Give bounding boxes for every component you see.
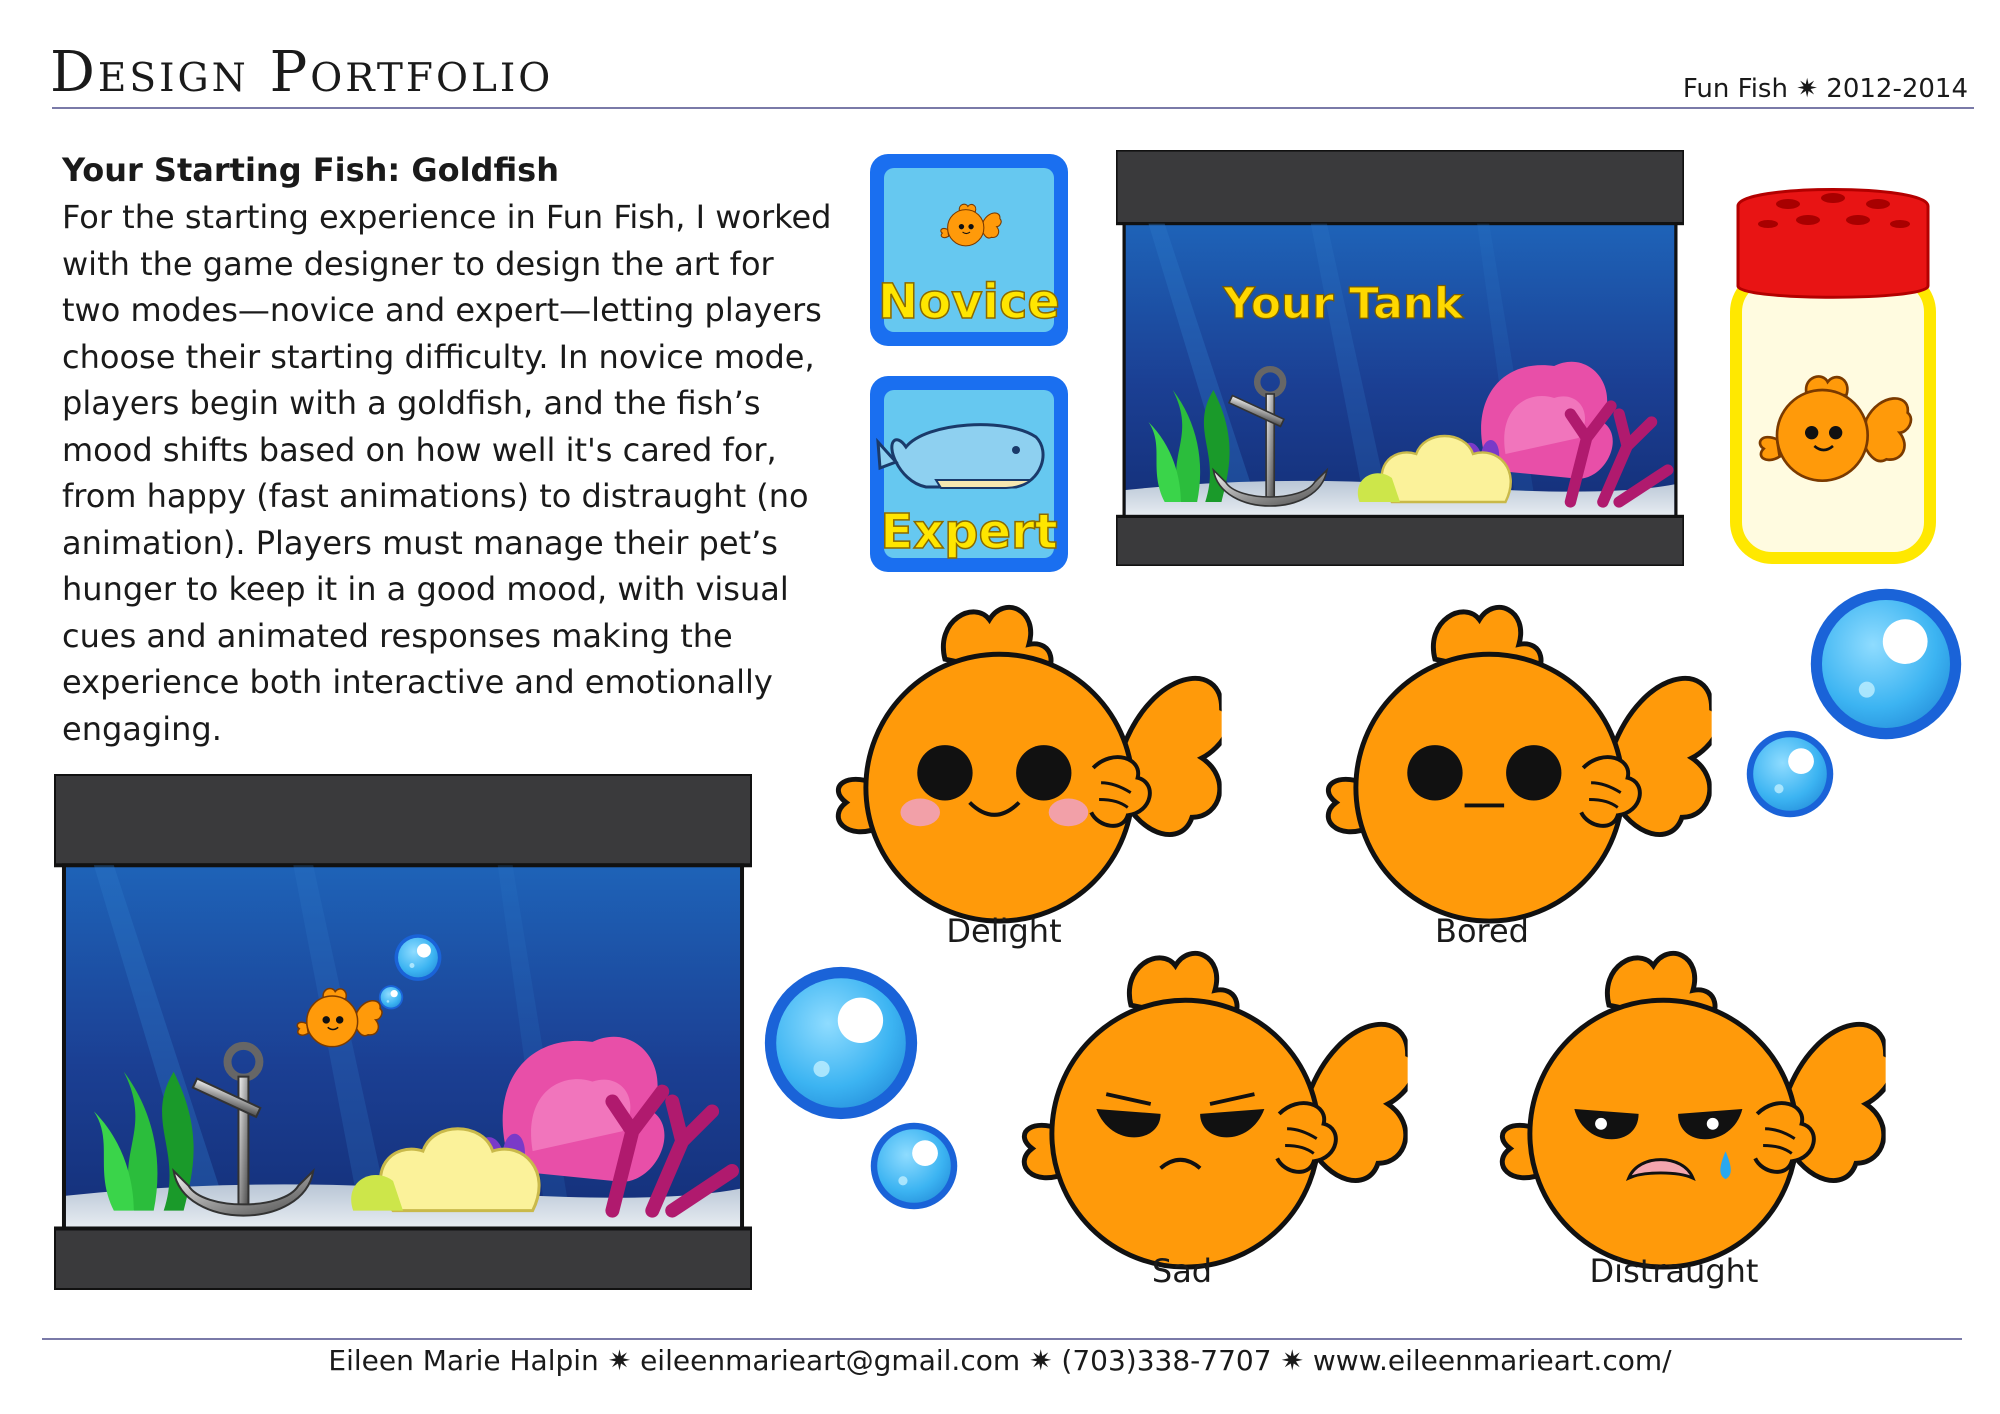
your-tank-image [1116, 150, 1684, 566]
project-years: 2012-2014 [1826, 74, 1968, 104]
tank-label: Your Tank [1223, 279, 1464, 329]
project-name: Fun Fish [1682, 74, 1788, 104]
description-section [62, 150, 832, 752]
page-title: Design Portfolio [50, 40, 554, 105]
delight-fish-image [826, 590, 1222, 926]
bubble-icon [760, 962, 922, 1124]
bored-label: Bored [1435, 912, 1529, 950]
expert-label: Expert [880, 504, 1058, 560]
footer-separator-icon: ✷ [1029, 1344, 1053, 1377]
header-separator-icon: ✷ [1796, 74, 1819, 104]
delight-label: Delight [946, 912, 1062, 950]
footer-website[interactable]: www.eileenmarieart.com/ [1312, 1344, 1672, 1377]
novice-mode-button[interactable] [866, 150, 1072, 350]
header-rule [52, 107, 1974, 109]
expert-mode-button[interactable] [866, 372, 1072, 576]
bubble-icon [1744, 728, 1836, 820]
header-meta [1683, 74, 1968, 104]
starting-tank-image [54, 774, 752, 1290]
distraught-fish-image [1490, 936, 1886, 1272]
section-heading: Your Starting Fish: Goldfish [62, 151, 559, 189]
sad-fish-image [1012, 936, 1408, 1272]
distraught-label: Distraught [1589, 1252, 1759, 1290]
bubble-icon [868, 1120, 960, 1212]
bubble-icon [1806, 584, 1966, 744]
footer-phone: (703)338-7707 [1061, 1344, 1272, 1377]
footer-email[interactable]: eileenmarieart@gmail.com [640, 1344, 1021, 1377]
novice-label: Novice [878, 274, 1060, 330]
footer-name: Eileen Marie Halpin [328, 1344, 599, 1377]
footer [0, 1340, 2000, 1382]
fish-food-shaker-image [1728, 176, 1938, 564]
section-body: For the starting experience in Fun Fish, I worked with the game designer to design the art for two modes—novice and expert—letting players choose their starting difficulty. In novice mode, players begin with a goldfish, and the fish’s mood shifts based on how well it's cared for, from happy (fast animations) to distraught (no animation). Players must manage their pet’s hunger to keep it in a good mood, with visual cues and animated responses making the experience both interactive and emotionally engaging. [62, 198, 832, 748]
footer-separator-icon: ✷ [607, 1344, 632, 1377]
sad-label: Sad [1151, 1252, 1213, 1290]
footer-separator-icon: ✷ [1280, 1344, 1304, 1377]
bored-fish-image [1316, 590, 1712, 926]
